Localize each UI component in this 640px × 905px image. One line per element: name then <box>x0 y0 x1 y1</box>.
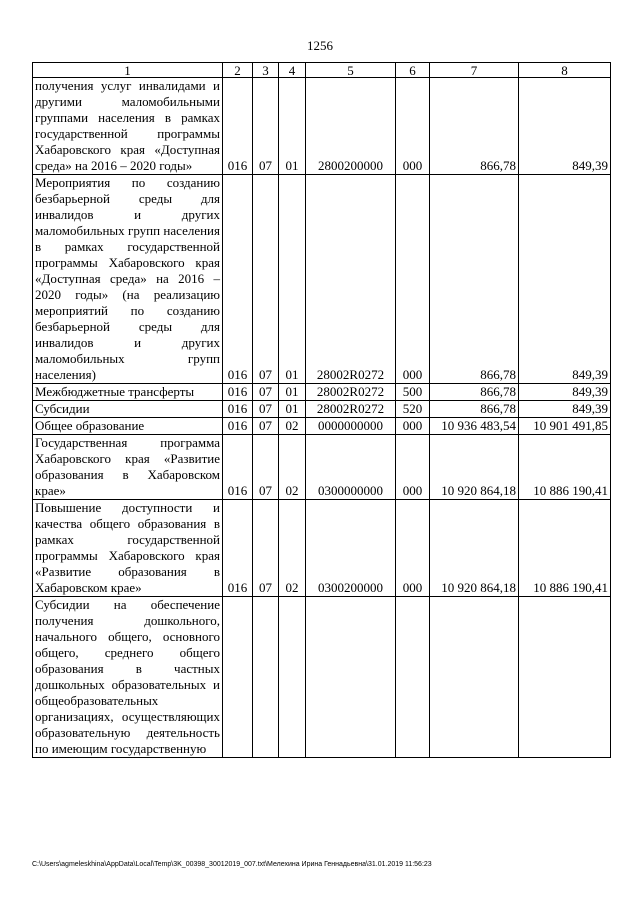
cell-ministry-code: 016 <box>223 384 253 401</box>
cell-expense-type: 000 <box>396 500 430 597</box>
cell-amount-executed: 849,39 <box>519 78 611 175</box>
table-row <box>33 384 611 401</box>
cell-ministry-code: 016 <box>223 418 253 435</box>
cell-section: 07 <box>253 418 279 435</box>
cell-amount-planned: 10 920 864,18 <box>430 435 519 500</box>
row-name: Общее образование <box>33 418 223 435</box>
cell-target-article: 28002R0272 <box>306 384 396 401</box>
table-row <box>33 418 611 435</box>
cell-amount-executed: 10 886 190,41 <box>519 435 611 500</box>
header-cell: 6 <box>396 63 430 78</box>
cell-subsection: 01 <box>279 384 306 401</box>
cell-amount-planned: 866,78 <box>430 384 519 401</box>
cell-subsection: 01 <box>279 78 306 175</box>
cell-amount-planned: 866,78 <box>430 78 519 175</box>
cell-section: 07 <box>253 175 279 384</box>
cell-amount-executed: 849,39 <box>519 384 611 401</box>
cell-target-article: 2800200000 <box>306 78 396 175</box>
header-cell: 7 <box>430 63 519 78</box>
cell-ministry-code <box>223 597 253 758</box>
row-name: Мероприятия по созданию безбарьерной среды для инвалидов и других маломобильных групп населения в рамках государственной программы Хабаровского края «Доступная среда» на 2016 – 2020 годы» (на реализацию мероприятий по созданию безбарьерной среды для инвалидов и других маломобильных групп населения) <box>33 175 223 384</box>
table-row <box>33 401 611 418</box>
table-row <box>33 435 611 500</box>
budget-table <box>32 62 611 758</box>
cell-amount-executed: 849,39 <box>519 175 611 384</box>
cell-expense-type: 520 <box>396 401 430 418</box>
row-name: Государственная программа Хабаровского края «Развитие образования в Хабаровском крае» <box>33 435 223 500</box>
file-path-footer: C:\Users\agmeleskhina\AppData\Local\Temp\3K_00398_30012019_007.txt\Мелехина Ирина Геннадьевна\31.01.2019 11:56:23 <box>32 861 432 868</box>
cell-section: 07 <box>253 401 279 418</box>
cell-amount-executed: 849,39 <box>519 401 611 418</box>
cell-target-article: 28002R0272 <box>306 175 396 384</box>
cell-expense-type: 000 <box>396 78 430 175</box>
cell-amount-planned: 866,78 <box>430 175 519 384</box>
cell-amount-planned: 866,78 <box>430 401 519 418</box>
cell-target-article: 0300200000 <box>306 500 396 597</box>
cell-section: 07 <box>253 78 279 175</box>
cell-subsection: 01 <box>279 175 306 384</box>
cell-target-article <box>306 597 396 758</box>
cell-section: 07 <box>253 435 279 500</box>
cell-section <box>253 597 279 758</box>
header-cell: 3 <box>253 63 279 78</box>
cell-amount-executed: 10 901 491,85 <box>519 418 611 435</box>
table-row <box>33 500 611 597</box>
page-number: 1256 <box>307 38 333 53</box>
cell-target-article: 0300000000 <box>306 435 396 500</box>
cell-ministry-code: 016 <box>223 78 253 175</box>
cell-amount-executed <box>519 597 611 758</box>
header-cell: 8 <box>519 63 611 78</box>
cell-ministry-code: 016 <box>223 401 253 418</box>
header-cell: 4 <box>279 63 306 78</box>
cell-amount-executed: 10 886 190,41 <box>519 500 611 597</box>
table-row <box>33 175 611 384</box>
row-name: Повышение доступности и качества общего образования в рамках государственной программы Хабаровского края «Развитие образования в Хабаровском крае» <box>33 500 223 597</box>
cell-subsection <box>279 597 306 758</box>
cell-subsection: 02 <box>279 435 306 500</box>
cell-amount-planned: 10 936 483,54 <box>430 418 519 435</box>
cell-subsection: 02 <box>279 500 306 597</box>
row-name: Межбюджетные трансферты <box>33 384 223 401</box>
header-row <box>33 63 611 78</box>
cell-subsection: 02 <box>279 418 306 435</box>
cell-ministry-code: 016 <box>223 175 253 384</box>
cell-expense-type: 000 <box>396 175 430 384</box>
header-cell: 2 <box>223 63 253 78</box>
cell-target-article: 0000000000 <box>306 418 396 435</box>
cell-expense-type: 500 <box>396 384 430 401</box>
cell-subsection: 01 <box>279 401 306 418</box>
cell-expense-type <box>396 597 430 758</box>
cell-target-article: 28002R0272 <box>306 401 396 418</box>
cell-expense-type: 000 <box>396 418 430 435</box>
cell-section: 07 <box>253 384 279 401</box>
table-row <box>33 78 611 175</box>
cell-amount-planned <box>430 597 519 758</box>
row-name: Субсидии на обеспечение получения дошкольного, начального общего, основного общего, среднего общего образования в частных дошкольных образовательных и общеобразовательных организациях, осуществляющих образовательную деятельность по имеющим государственную <box>33 597 223 758</box>
table-row <box>33 597 611 758</box>
cell-section: 07 <box>253 500 279 597</box>
cell-expense-type: 000 <box>396 435 430 500</box>
row-name: Субсидии <box>33 401 223 418</box>
cell-ministry-code: 016 <box>223 435 253 500</box>
header-cell: 5 <box>306 63 396 78</box>
header-cell: 1 <box>33 63 223 78</box>
row-name: получения услуг инвалидами и другими маломобильными группами населения в рамках государственной программы Хабаровского края «Доступная среда» на 2016 – 2020 годы» <box>33 78 223 175</box>
cell-amount-planned: 10 920 864,18 <box>430 500 519 597</box>
cell-ministry-code: 016 <box>223 500 253 597</box>
